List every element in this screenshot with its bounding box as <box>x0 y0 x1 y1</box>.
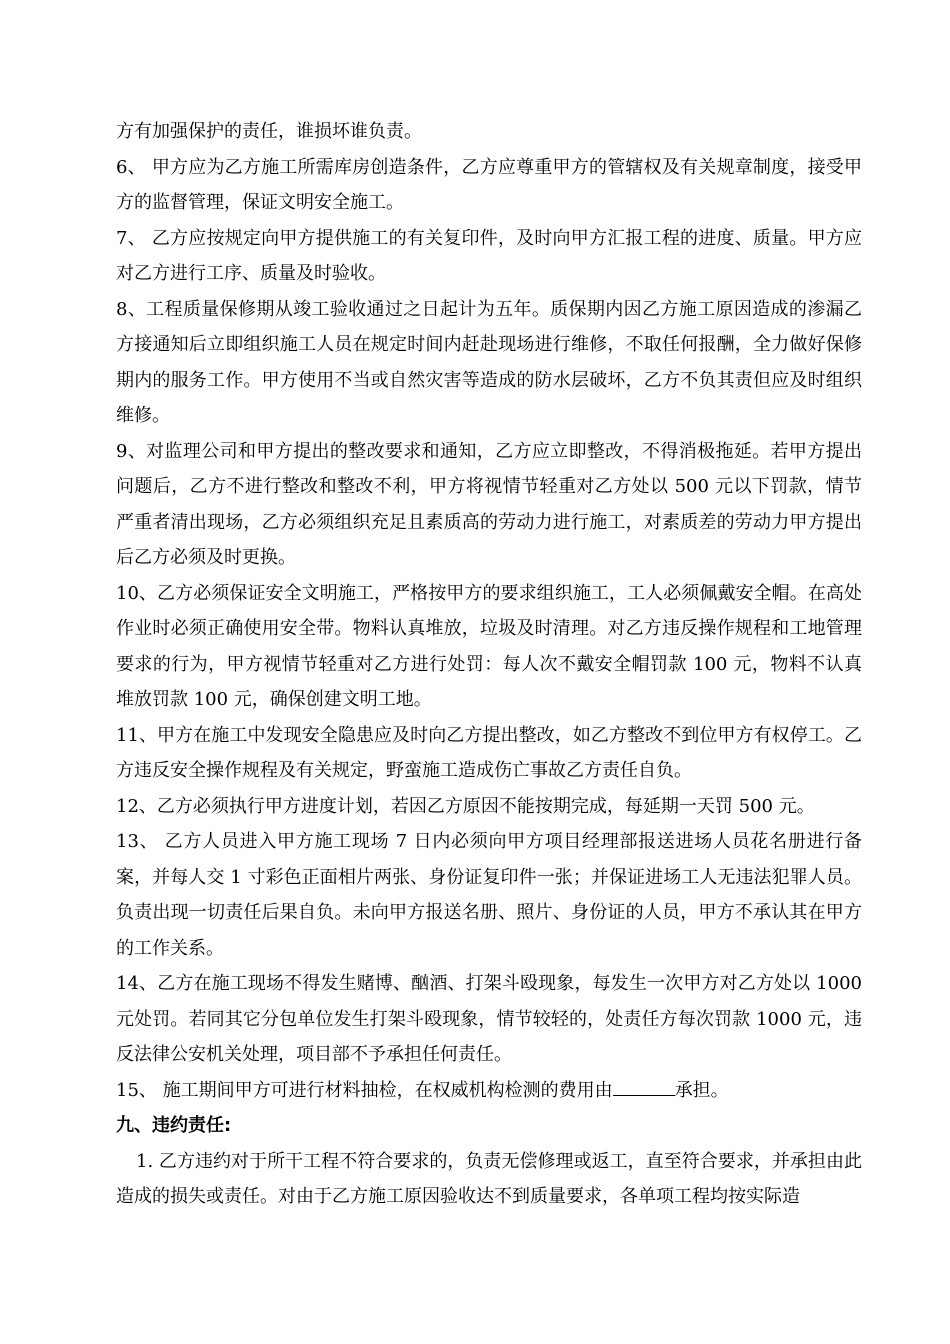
clause-9: 9、对监理公司和甲方提出的整改要求和通知，乙方应立即整改，不得消极拖延。若甲方提出问题后，乙方不进行整改和整改不利，甲方将视情节轻重对乙方处以 500 元以下罚款，情节严重者清出现场，乙方必须组织充足且素质高的劳动力进行施工，对素质差的劳动力甲方提出后乙方必须及时更换。 <box>116 440 862 568</box>
contract-body <box>116 114 862 1215</box>
clause-10: 10、乙方必须保证安全文明施工，严格按甲方的要求组织施工，工人必须佩戴安全帽。在高处作业时必须正确使用安全带。物料认真堆放，垃圾及时清理。对乙方违反操作规程和工地管理要求的行为，甲方视情节轻重对乙方进行处罚：每人次不戴安全帽罚款 100 元，物料不认真堆放罚款 100 元，确保创建文明工地。 <box>116 582 862 710</box>
section-heading-breach: 九、违约责任: <box>116 1115 232 1136</box>
fill-in-blank <box>613 1081 675 1096</box>
clause-7: 7、 乙方应按规定向甲方提供施工的有关复印件，及时向甲方汇报工程的进度、质量。甲方应对乙方进行工序、质量及时验收。 <box>116 227 862 284</box>
clause-13: 13、 乙方人员进入甲方施工现场 7 日内必须向甲方项目经理部报送进场人员花名册进行备案，并每人交 1 寸彩色正面相片两张、身份证复印件一张；并保证进场工人无违法犯罪人员。负责出现一切责任后果自负。未向甲方报送名册、照片、身份证的人员，甲方不承认其在甲方的工作关系。 <box>116 831 862 959</box>
breach-clause-1: 1. 乙方违约对于所干工程不符合要求的，负责无偿修理或返工，直至符合要求，并承担由此造成的损失或责任。对由于乙方施工原因验收达不到质量要求，各单项工程均按实际造 <box>116 1150 862 1207</box>
clause-15-text: 15、 施工期间甲方可进行材料抽检，在权威机构检测的费用由 <box>116 1079 613 1101</box>
clause-8: 8、工程质量保修期从竣工验收通过之日起计为五年。质保期内因乙方施工原因造成的渗漏乙方接通知后立即组织施工人员在规定时间内赶赴现场进行维修，不取任何报酬，全力做好保修期内的服务工作。甲方使用不当或自然灾害等造成的防水层破坏，乙方不负其责但应及时组织维修。 <box>116 298 862 426</box>
clause-11: 11、甲方在施工中发现安全隐患应及时向乙方提出整改，如乙方整改不到位甲方有权停工。乙方违反安全操作规程及有关规定，野蛮施工造成伤亡事故乙方责任自负。 <box>116 724 862 781</box>
clause-14: 14、乙方在施工现场不得发生赌博、酗酒、打架斗殴现象，每发生一次甲方对乙方处以 1000 元处罚。若同其它分包单位发生打架斗殴现象，情节较轻的，处责任方每次罚款 1000 元，违反法律公安机关处理，项目部不予承担任何责任。 <box>116 973 862 1065</box>
clause-15 <box>116 1073 862 1109</box>
clause-15-suffix: 承担。 <box>674 1079 729 1101</box>
clause-12: 12、乙方必须执行甲方进度计划，若因乙方原因不能按期完成，每延期一天罚 500 元。 <box>116 795 815 817</box>
paragraph-continuation: 方有加强保护的责任，谁损坏谁负责。 <box>116 121 422 142</box>
clause-6: 6、 甲方应为乙方施工所需库房创造条件，乙方应尊重甲方的管辖权及有关规章制度，接受甲方的监督管理，保证文明安全施工。 <box>116 156 862 213</box>
